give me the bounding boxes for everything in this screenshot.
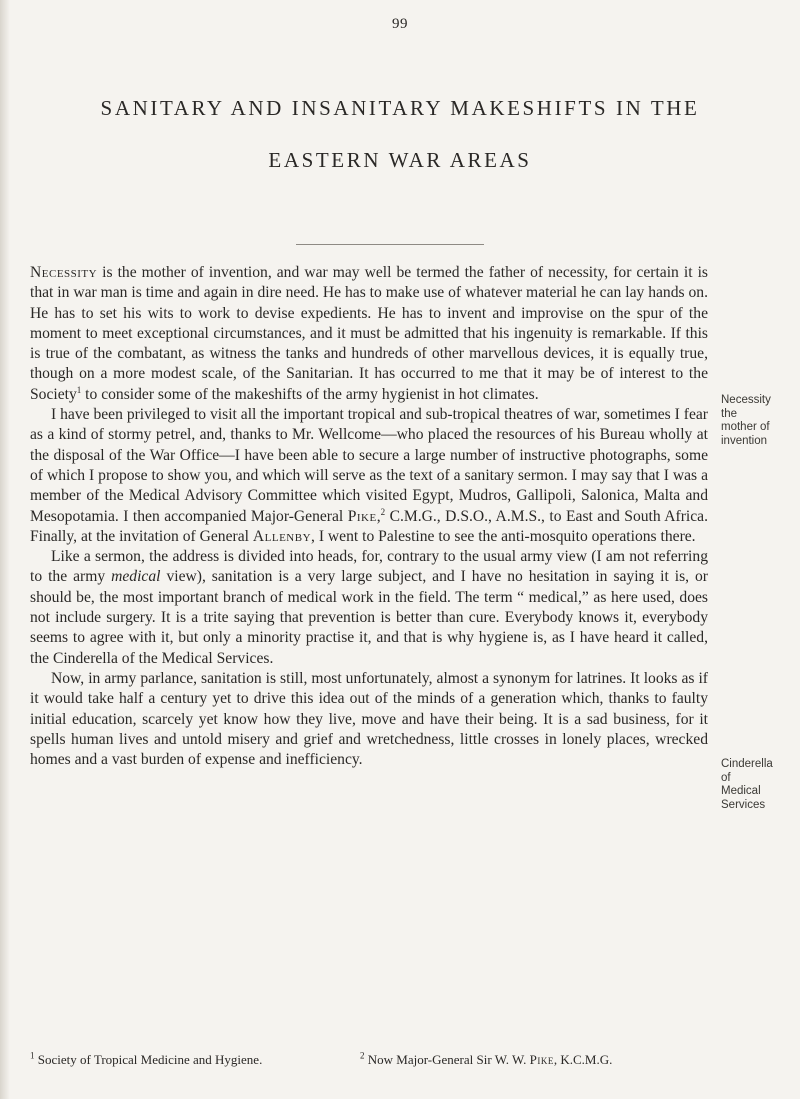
marginal-note-line: Necessity xyxy=(721,394,771,406)
marginal-note-line: Medical xyxy=(721,785,761,797)
paragraph-1-text-a: is the mother of invention, and war may well be termed the father of necessity, for certain it is that in war man is time and again in dire need. He has to make use of whatever material he can lay hands on. He has to set his wits to work to devise expedients. He has to invent and improvise on the spur of the moment to meet exceptional circumstances, and it must be admitted that his ingenuity is remarkable. If this is true of the combatant, as witness the tanks and hundreds of other marvellous devices, it is equally true, though on a more modest scale, of the Sanitarian. It has occurred to me that it may be of interest to the Society xyxy=(30,264,708,403)
paragraph-2-text-d: , I went to Palestine to see the anti-mosquito operations there. xyxy=(311,527,696,545)
footnote-2-text-b: , K.C.M.G. xyxy=(553,1052,613,1067)
footnote-ref-2: 2 xyxy=(380,506,386,517)
chapter-title-line-1: SANITARY AND INSANITARY MAKESHIFTS IN THE xyxy=(100,96,700,120)
drop-word: Necessity xyxy=(30,264,98,281)
paragraph-3-text-a: Like a sermon, the address is divided into heads, for, contrary to the usual army view (I am not referring to the army xyxy=(30,548,708,586)
footnote-2 xyxy=(360,1052,612,1068)
footnote-1-mark: 1 xyxy=(30,1050,35,1061)
page-number: 99 xyxy=(392,16,408,32)
footnote-1-text: Society of Tropical Medicine and Hygiene. xyxy=(34,1052,263,1067)
footnote-2-text-a: Now Major-General Sir W. W. xyxy=(364,1052,530,1067)
footnote-1 xyxy=(30,1052,262,1068)
marginal-note-necessity xyxy=(721,394,791,448)
marginal-note-line: Cinderella xyxy=(721,758,773,770)
paragraph-3 xyxy=(30,547,708,669)
paragraph-1-text-b: to consider some of the makeshifts of the army hygienist in hot climates. xyxy=(81,385,539,403)
paragraph-4-text: Now, in army parlance, sanitation is still, most unfortunately, almost a synonym for latrines. It looks as if it would take half a century yet to drive this idea out of the minds of a generation which, thanks to faulty initial education, scarcely yet know how they live, move and have their being. It is a sad business, for it spells human lives and untold misery and grief and wretchedness, little crosses in lonely places, wrecked homes and a vast burden of expense and inefficiency. xyxy=(30,669,708,769)
marginal-note-cinderella xyxy=(721,758,791,812)
marginal-note-line: invention xyxy=(721,434,768,447)
marginal-note-line: the xyxy=(721,407,737,420)
footnote-2-name-pike: Pike xyxy=(529,1052,554,1067)
paragraph-4 xyxy=(30,669,708,770)
marginal-note-line: Services xyxy=(721,798,766,811)
footnote-ref-1: 1 xyxy=(76,384,82,395)
footnote-2-mark: 2 xyxy=(360,1050,365,1061)
name-allenby: Allenby xyxy=(252,527,312,545)
paragraph-2 xyxy=(30,405,708,547)
body-text xyxy=(30,263,708,770)
paragraph-2-text-c: C.M.G., D.S.O., A.M.S., to East and South Africa. Finally, at the invitation of General xyxy=(30,507,708,545)
paragraph-3-text-b: view), sanitation is a very large subject, and I have no hesitation in saying it is, or should be, the most important branch of medical work in the field. The term “ medical,” as here used, does not include surgery. It is a trite saying that prevention is better than cure. Everybody knows it, everybody seems to agree with it, but only a minority practise it, and that is why hygiene is, as I have heard it called, the Cinderella of the Medical Services. xyxy=(30,568,708,667)
title-divider-rule xyxy=(296,244,484,245)
paragraph-2-text-a: I have been privileged to visit all the important tropical and sub-tropical theatres of war, sometimes I fear as a kind of stormy petrel, and, thanks to Mr. Wellcome—who placed the resources of his Bureau wholly at the disposal of the War Office—I have been able to secure a large number of instructive photographs, some of which I propose to show you, and which will serve as the text of a sanitary sermon. I may say that I was a member of the Medical Advisory Committee which visited Egypt, Mudros, Gallipoli, Salonica, Malta and Mesopotamia. I then accompanied Major-General xyxy=(30,406,708,525)
marginal-note-line: mother of xyxy=(721,421,770,433)
paragraph-3-italic: medical xyxy=(111,568,161,586)
chapter-title-line-2: EASTERN WAR AREAS xyxy=(268,148,532,172)
name-pike: Pike xyxy=(347,507,377,525)
paragraph-2-text-b: , xyxy=(376,507,381,525)
marginal-note-line: of xyxy=(721,771,731,784)
paragraph-1 xyxy=(30,263,708,405)
